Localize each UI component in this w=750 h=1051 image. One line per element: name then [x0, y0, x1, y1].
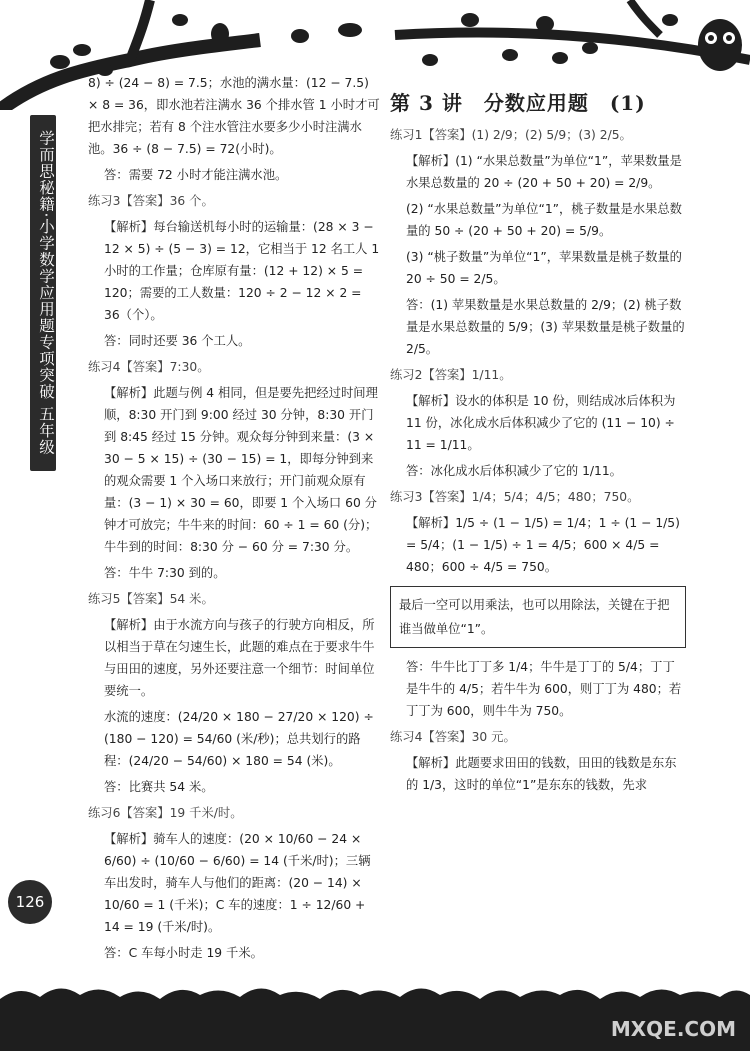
text-line: 【解析】此题要求田田的钱数，田田的钱数是东东的 1/3，这时的单位“1”是东东的钱数，先求 [406, 756, 677, 792]
exercise-answer: 练习1【答案】(1) 2/9；(2) 5/9；(3) 2/5。 [390, 128, 632, 142]
text-line: 【解析】此题与例 4 相同，但是要先把经过时间理顺，8:30 开门到 9:00 经过 30 分钟，8:30 开门到 8:45 经过 15 分钟。观众每分钟到来量：(3 × 30 − 5 × 15) ÷ (30 − 15) = 1，即每分钟到来的观众需要 1 个入场口来放行；开门前观众原有量：(3 − 1) × 30 = 60，即要 1 个入场口 60 分钟才可放完；牛牛来的时间：60 ÷ 1 = 60 (分)；牛牛到的时间：8:30 分 − 60 分 = 7:30 分。 [104, 386, 378, 554]
right-column [390, 92, 686, 800]
text-line: 答：牛牛 7:30 到的。 [104, 566, 226, 580]
exercise-answer: 练习4【答案】7:30。 [88, 360, 210, 374]
text-line: 答：C 车每小时走 19 千米。 [104, 946, 263, 960]
text-line: 【解析】设水的体积是 10 份，则结成冰后体积为 11 份，冰化成水后体积减少了它的 (11 − 10) ÷ 11 = 1/11。 [406, 394, 676, 452]
note-box: 最后一空可以用乘法，也可以用除法，关键在于把谁当做单位“1”。 [390, 586, 686, 648]
lecture-heading: 第 3 讲 分数应用题 (1) [390, 91, 646, 115]
text-line: 【解析】由于水流方向与孩子的行驶方向相反，所以相当于草在匀速生长，此题的难点在于要求牛牛与田田的速度，另外还要注意一个细节：时间单位要统一。 [104, 618, 375, 698]
text-line: 答：冰化成水后体积减少了它的 1/11。 [406, 464, 622, 478]
exercise-answer: 练习3【答案】1/4；5/4；4/5；480；750。 [390, 490, 640, 504]
text-line: 8) ÷ (24 − 8) = 7.5；水池的满水量：(12 − 7.5) × 8 = 36，即水池若注满水 36 个排水管 1 小时才可把水排完；若有 8 个注水管注水要多少小时注满水池。36 ÷ (8 − 7.5) = 72(小时)。 [88, 76, 380, 156]
text-line: 答：牛牛比丁丁多 1/4；牛牛是丁丁的 5/4；丁丁是牛牛的 4/5；若牛牛为 600，则丁丁为 480；若丁丁为 600，则牛牛为 750。 [406, 660, 682, 718]
text-line: 答：(1) 苹果数量是水果总数量的 2/9；(2) 桃子数量是水果总数量的 5/9；(3) 苹果数量是桃子数量的 2/5。 [406, 298, 685, 356]
text-line: 答：需要 72 小时才能注满水池。 [104, 168, 288, 182]
text-line: 水流的速度：(24/20 × 180 − 27/20 × 120) ÷ (180 − 120) = 54/60 (米/秒)；总共划行的路程：(24/20 − 54/60) × 180 = 54 (米)。 [104, 710, 374, 768]
sidebar [0, 0, 62, 1051]
watermark: MXQE.COM [610, 1017, 736, 1041]
exercise-answer: 练习6【答案】19 千米/时。 [88, 806, 243, 820]
exercise-answer: 练习3【答案】36 个。 [88, 194, 214, 208]
text-line: 【解析】1/5 ÷ (1 − 1/5) = 1/4；1 ÷ (1 − 1/5) = 5/4；(1 − 1/5) ÷ 1 = 4/5；600 × 4/5 = 480；600 ÷ 4/5 = 750。 [406, 516, 680, 574]
exercise-answer: 练习2【答案】1/11。 [390, 368, 512, 382]
left-column [88, 72, 380, 968]
exercise-answer: 练习5【答案】54 米。 [88, 592, 214, 606]
text-line: 答：同时还要 36 个工人。 [104, 334, 251, 348]
text-line: 【解析】每台输送机每小时的运输量：(28 × 3 − 12 × 5) ÷ (5 − 3) = 12，它相当于 12 名工人 1 小时的工作量；仓库原有量：(12 + 12) × 5 = 120；需要的工人数量：120 ÷ 2 − 12 × 2 = 36（个）。 [104, 220, 380, 322]
text-line: 【解析】(1) “水果总数量”为单位“1”，苹果数量是水果总数量的 20 ÷ (20 + 50 + 20) = 2/9。 [406, 154, 682, 190]
text-line: (2) “水果总数量”为单位“1”，桃子数量是水果总数量的 50 ÷ (20 + 50 + 20) = 5/9。 [406, 202, 682, 238]
exercise-answer: 练习4【答案】30 元。 [390, 730, 516, 744]
page-number: 126 [8, 880, 52, 924]
book-title: 学而思秘籍·小学数学应用题专项突破 五年级 [30, 115, 56, 471]
text-line: (3) “桃子数量”为单位“1”，苹果数量是桃子数量的 20 ÷ 50 = 2/5。 [406, 250, 682, 286]
text-line: 【解析】骑车人的速度：(20 × 10/60 − 24 × 6/60) ÷ (10/60 − 6/60) = 14 (千米/时)；三辆车出发时，骑车人与他们的距离：(20 − 14) × 10/60 = 1 (千米)；C 车的速度：1 ÷ 12/60 + 14 = 19 (千米/时)。 [104, 832, 371, 934]
text-line: 答：比赛共 54 米。 [104, 780, 214, 794]
